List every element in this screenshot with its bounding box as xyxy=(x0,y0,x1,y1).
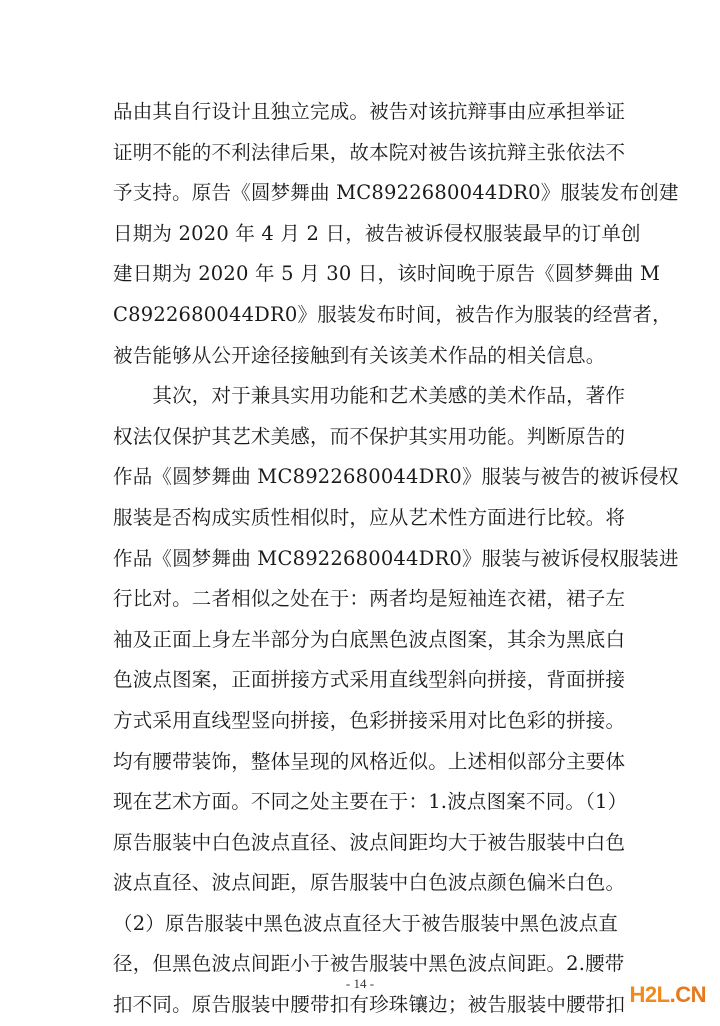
text-line-23: 扣不同。原告服装中腰带扣有珍珠镶边；被告服装中腰带扣 xyxy=(113,993,626,1017)
text-line-10: 作品《圆梦舞曲 MC8922680044DR0》服装与被告的被诉侵权 xyxy=(113,465,679,489)
text-line-9: 权法仅保护其艺术美感，而不保护其实用功能。判断原告的 xyxy=(113,424,626,448)
text-line-20: 波点直径、波点间距，原告服装中白色波点颜色偏米白色。 xyxy=(113,871,626,895)
text-line-19: 原告服装中白色波点直径、波点间距均大于被告服装中白色 xyxy=(113,830,626,854)
text-line-18: 现在艺术方面。不同之处主要在于：1.波点图案不同。（1） xyxy=(113,790,628,814)
text-line-12: 作品《圆梦舞曲 MC8922680044DR0》服装与被诉侵权服装进 xyxy=(113,546,679,570)
text-line-3: 予支持。原告《圆梦舞曲 MC8922680044DR0》服装发布创建 xyxy=(113,181,679,205)
text-line-21: （2）原告服装中黑色波点直径大于被告服装中黑色波点直 xyxy=(113,911,619,935)
watermark-suffix-text: .CN xyxy=(669,982,706,1007)
text-line-16: 方式采用直线型竖向拼接，色彩拼接采用对比色彩的拼接。 xyxy=(113,708,626,732)
text-line-7: 被告能够从公开途径接触到有关该美术作品的相关信息。 xyxy=(113,343,606,367)
site-watermark-logo xyxy=(630,982,706,1008)
text-line-14: 袖及正面上身左半部分为白底黑色波点图案，其余为黑底白 xyxy=(113,627,626,651)
text-line-13: 行比对。二者相似之处在于：两者均是短袖连衣裙，裙子左 xyxy=(113,587,626,611)
watermark-main-text: H2L xyxy=(629,982,670,1007)
text-line-8: 其次，对于兼具实用功能和艺术美感的美术作品，著作 xyxy=(113,384,626,408)
text-line-1: 品由其自行设计且独立完成。被告对该抗辩事由应承担举证 xyxy=(113,100,626,123)
page-number: - 14 - xyxy=(345,976,375,991)
text-line-15: 色波点图案，正面拼接方式采用直线型斜向拼接，背面拼接 xyxy=(113,668,626,692)
text-line-22: 径，但黑色波点间距小于被告服装中黑色波点间距。2.腰带 xyxy=(113,952,625,976)
text-line-17: 均有腰带装饰，整体呈现的风格近似。上述相似部分主要体 xyxy=(113,749,626,773)
text-line-5: 建日期为 2020 年 5 月 30 日，该时间晚于原告《圆梦舞曲 M xyxy=(113,262,661,286)
text-line-2: 证明不能的不利法律后果，故本院对被告该抗辩主张依法不 xyxy=(113,140,626,164)
text-line-11: 服装是否构成实质性相似时，应从艺术性方面进行比较。将 xyxy=(113,505,626,529)
text-line-4: 日期为 2020 年 4 月 2 日，被告被诉侵权服装最早的订单创 xyxy=(113,221,641,245)
text-line-6: C8922680044DR0》服装发布时间，被告作为服装的经营者， xyxy=(113,302,672,326)
